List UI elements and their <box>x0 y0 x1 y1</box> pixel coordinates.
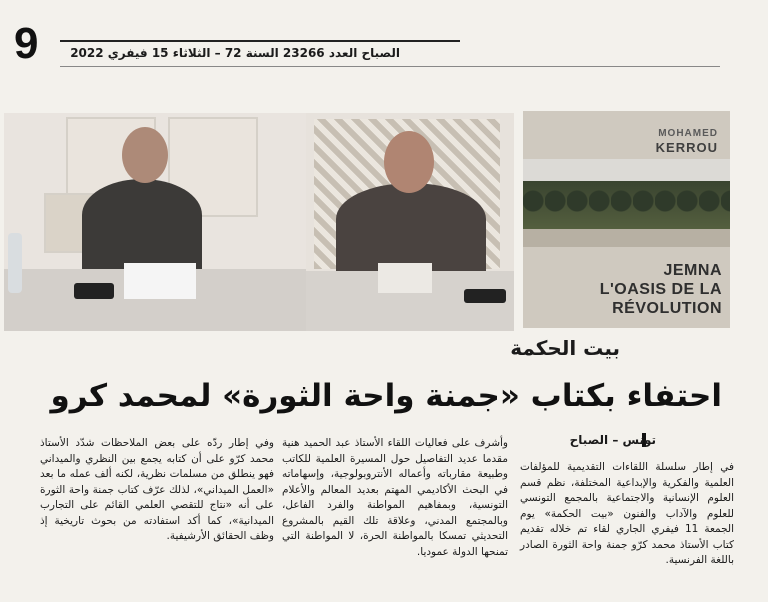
book-title-line: JEMNA <box>663 262 722 279</box>
header-divider <box>60 66 720 67</box>
papers <box>124 263 196 299</box>
page-number: 9 <box>14 19 39 68</box>
author-last-name: KERROU <box>655 140 718 155</box>
book-title-line: RÉVOLUTION <box>612 300 722 317</box>
book-on-table <box>378 263 432 293</box>
book-cover <box>523 111 730 328</box>
water-bottle <box>8 233 22 293</box>
microphone <box>74 283 114 299</box>
cover-road <box>523 229 730 247</box>
article-column-2: وأشرف على فعاليات اللقاء الأستاذ عبد الحميد هنية مقدما عديد التفاصيل حول المسيرة العلمية للكاتب وطبيعة مقارباته وأعماله الأنتروبولوجية، وإسهاماته في البحث الأكاديمي المهتم بعديد المعالم والأعلام التونسية، وبمفاهيم المواطنة والفرد الفاعل، وبالمجتمع المدني، وعلاقة تلك القيم بالمشروع التحديثي تمسكا بالمواطنة الحرة، لا المواطنة التي تمنحها الدولة عموديا. <box>282 437 508 558</box>
book-title-line: L'OASIS DE LA <box>599 281 722 298</box>
article-byline: تونس – الصباح <box>569 433 656 447</box>
section-kicker: بيت الحكمة <box>510 336 620 360</box>
book-title <box>542 261 722 318</box>
microphone <box>464 289 506 303</box>
photo-speaker-left <box>4 113 306 331</box>
book-author <box>598 127 718 155</box>
article-column-3: وفي إطار ردّه على بعض الملاحظات شدّد الأستاذ محمد كرّو على أن كتابه يجمع بين النظري والميداني فهو ينطلق من مسلمات نظرية، لكنه ألف عمله ما بعد «العمل الميداني»، لذلك عرّف كتاب جمنة واحة الثورة على أنه «نتاج للتقصي العلمي القائم على التجارب الميدانية»، كما أكد استفادته من بحوث تاريخية إذ وظف الحقائق الأرشيفية. <box>40 437 274 542</box>
author-first-name: MOHAMED <box>658 128 718 139</box>
article-headline: احتفاء بكتاب «جمنة واحة الثورة» لمحمد كرو <box>50 378 722 414</box>
article-column-1: في إطار سلسلة اللقاءات التقديمية للمؤلفات العلمية والفكرية والإبداعية المختلفة، نظم قسم العلوم الإنسانية والاجتماعية بالمجمع التونسي للعلوم والآداب والفنون «بيت الحكمة» يوم الجمعة 11 فيفري الجاري لقاء تم خلاله تقديم كتاب الأستاذ محمد كرّو جمنة واحة الثورة الصادر باللغة الفرنسية. <box>520 461 735 566</box>
man-head <box>122 127 168 183</box>
man-head <box>384 131 434 193</box>
photo-speaker-right <box>306 113 514 331</box>
issue-header: الصباح العدد 23266 السنة 72 – الثلاثاء 15 فيفري 2022 <box>70 46 400 60</box>
cover-palm-grove <box>523 181 730 231</box>
header-rule <box>60 40 460 42</box>
